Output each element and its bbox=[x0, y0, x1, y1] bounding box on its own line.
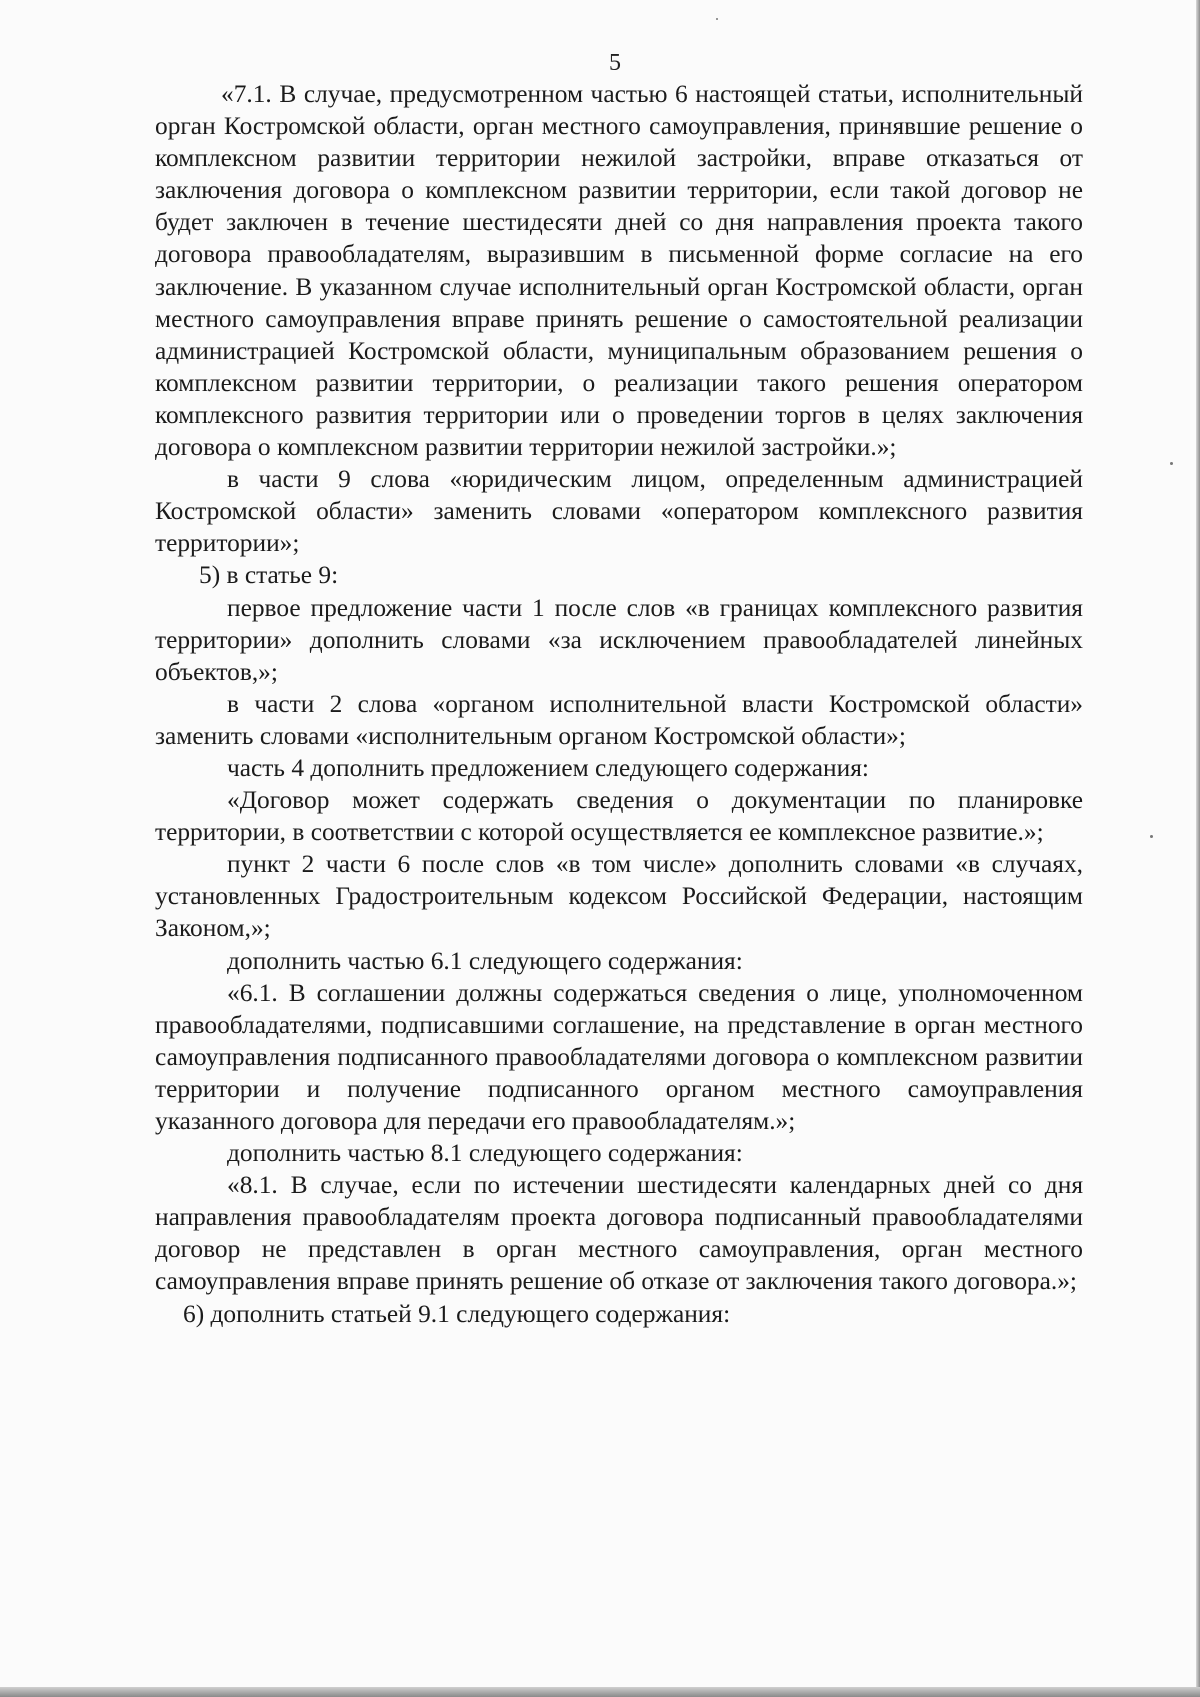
scan-bottom-edge bbox=[0, 1687, 1200, 1697]
paragraph-part-4-addition-intro: часть 4 дополнить предложением следующего содержания: bbox=[227, 753, 869, 782]
paragraph-6-1-text: «6.1. В соглашении должны содержаться сведения о лице, уполномоченном правообладателями, подписавшими соглашение, на представление в орган местного самоуправления подписанного правообладателями договора о комплексном развитии территории и получение подписанного органом местного самоуправления указанного договора для передачи его правообладателям.»; bbox=[155, 978, 1083, 1135]
scan-speck bbox=[1170, 462, 1173, 465]
scan-speck bbox=[1150, 835, 1153, 838]
document-body bbox=[155, 78, 1083, 1330]
paragraph-part-9-replacement: в части 9 слова «юридическим лицом, определенным администрацией Костромской области» заменить словами «оператором комплексного развития территории»; bbox=[155, 465, 1083, 558]
paragraph-item-6-heading: 6) дополнить статьей 9.1 следующего содержания: bbox=[183, 1299, 731, 1328]
scan-speck bbox=[716, 18, 718, 20]
paragraph-7-1-amendment: «7.1. В случае, предусмотренном частью 6 настоящей статьи, исполнительный орган Костромской области, орган местного самоуправления, принявшие решение о комплексном развитии территории нежилой застройки, вправе отказаться от заключения договора о комплексном развитии территории, если такой договор не будет заключен в течение шестидесяти дней со дня направления проекта такого договора правообладателям, выразившим в письменной форме согласие на его заключение. В указанном случае исполнительный орган Костромской области, орган местного самоуправления вправе принять решение о самостоятельной реализации администрацией Костромской области, муниципальным образованием решения о комплексном развитии территории, о реализации такого решения оператором комплексного развития территории или о проведении торгов в целях заключения договора о комплексном развитии территории нежилой застройки.»; bbox=[155, 80, 1083, 462]
paragraph-part-2-replacement: в части 2 слова «органом исполнительной власти Костромской области» заменить словами «исполнительным органом Костромской области»; bbox=[155, 689, 1083, 750]
paragraph-part-8-1-intro: дополнить частью 8.1 следующего содержания: bbox=[227, 1139, 743, 1168]
paragraph-part-1-addition: первое предложение части 1 после слов «в границах комплексного развития территории» дополнить словами «за исключением правообладателей линейных объектов,»; bbox=[155, 593, 1083, 686]
paragraph-part-6-1-intro: дополнить частью 6.1 следующего содержания: bbox=[227, 946, 743, 975]
paragraph-item-5-heading: 5) в статье 9: bbox=[199, 561, 339, 590]
paragraph-part-6-addition: пункт 2 части 6 после слов «в том числе» дополнить словами «в случаях, установленных Градостроительным кодексом Российской Федерации, настоящим Законом,»; bbox=[155, 850, 1083, 943]
scan-right-edge bbox=[1196, 0, 1200, 1697]
paragraph-8-1-text: «8.1. В случае, если по истечении шестидесяти календарных дней со дня направления правообладателям проекта договора подписанный правообладателями договор не представлен в орган местного самоуправления, орган местного самоуправления вправе принять решение об отказе от заключения такого договора.»; bbox=[155, 1171, 1083, 1296]
paragraph-contract-info: «Договор может содержать сведения о документации по планировке территории, в соответствии с которой осуществляется ее комплексное развитие.»; bbox=[155, 786, 1083, 847]
page-number: 5 bbox=[609, 50, 621, 76]
